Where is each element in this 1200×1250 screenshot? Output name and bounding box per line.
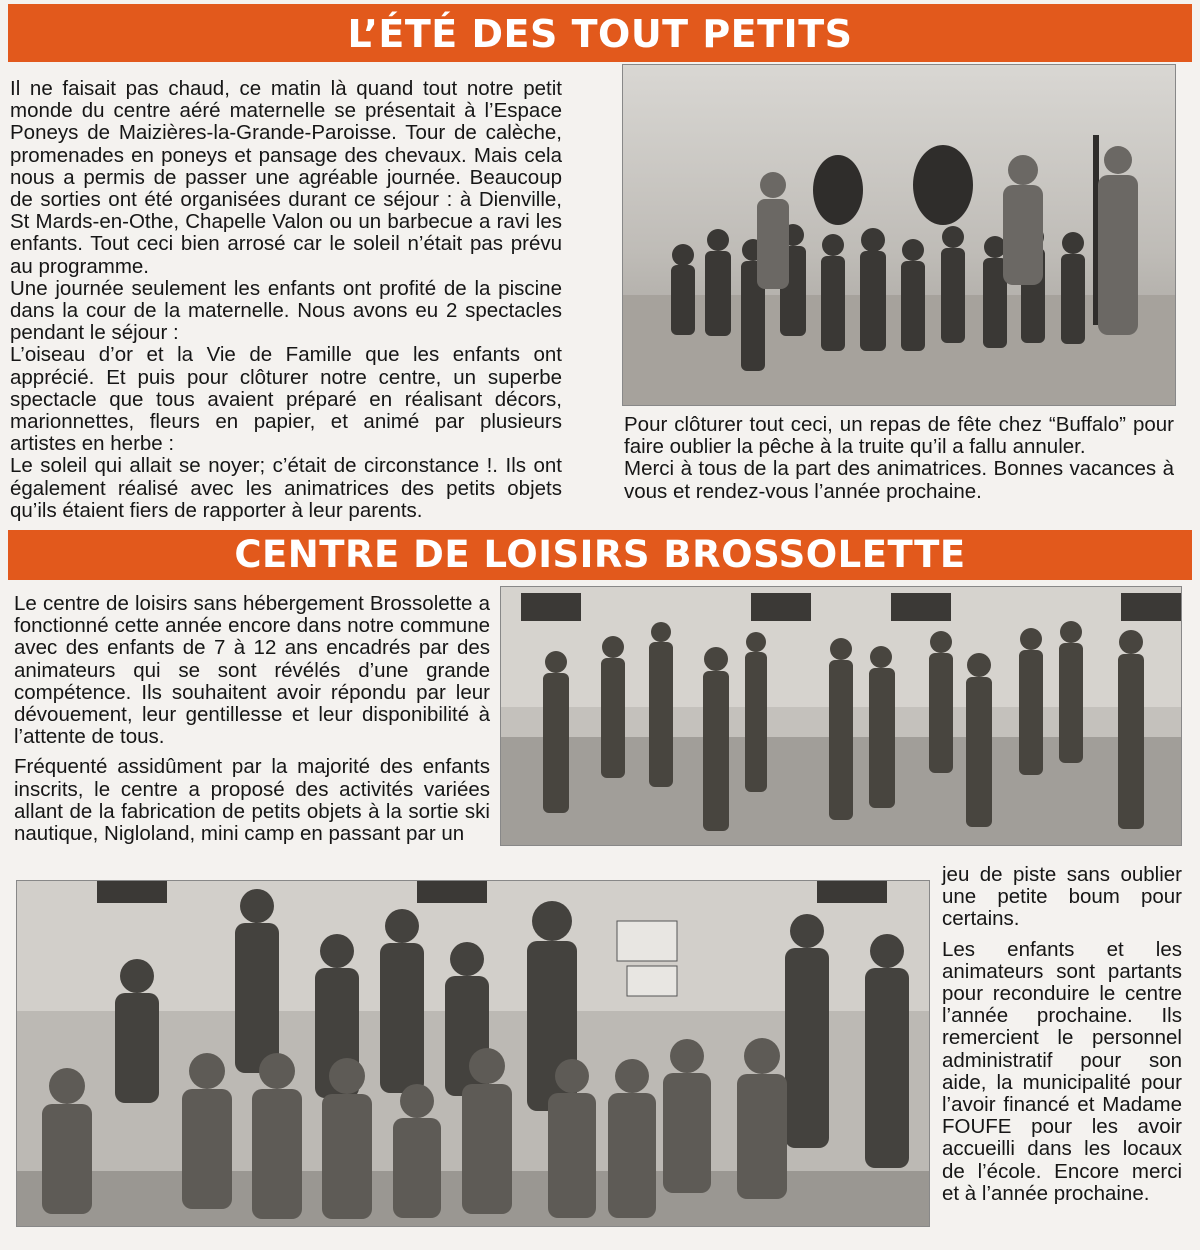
article-body-brossolette-continued <box>942 864 1182 1205</box>
article-body-brossolette <box>14 593 490 845</box>
article-paragraph: Fréquenté assidûment par la majorité des enfants inscrits, le centre a proposé des activités variées allant de la fabrication de petits objets à la sortie ski nautique, Nigloland, mini camp en passant par un <box>14 755 490 846</box>
photo-group-with-flags <box>16 880 930 1227</box>
article-paragraph: jeu de piste sans oublier une petite boum pour certains. <box>942 863 1182 931</box>
caption-paragraph: Pour clôturer tout ceci, un repas de fête chez “Buffalo” pour faire oublier la pêche à la truite qu’il a fallu annuler. <box>624 413 1174 459</box>
section-title-centre-loisirs: CENTRE DE LOISIRS BROSSOLETTE <box>8 530 1192 580</box>
caption-paragraph: Merci à tous de la part des animatrices. Bonnes vacances à vous et rendez-vous l’année prochaine. <box>624 457 1174 503</box>
article-paragraph: Une journée seulement les enfants ont profité de la piscine dans la cour de la maternelle. Nous avons eu 2 spectacles pendant le séjour : <box>10 276 562 345</box>
photo-children-dancing <box>500 586 1182 846</box>
article-paragraph: Le soleil qui allait se noyer; c’était de circonstance !. Ils ont également réalisé avec les animatrices des petits objets qu’ils étaient fiers de rapporter à leur parents. <box>10 454 562 522</box>
article-paragraph: Le centre de loisirs sans hébergement Brossolette a fonctionné cette année encore dans notre commune avec des enfants de 7 à 12 ans encadrés par des animateurs qui se sont révélés d’une grande compétence. Ils souhaitent avoir répondu par leur dévouement, leur gentillesse et leur disponibilité à l’attente de tous. <box>14 592 490 749</box>
photo-children-with-ponies <box>622 64 1176 406</box>
article-paragraph: Il ne faisait pas chaud, ce matin là quand tout notre petit monde du centre aéré maternelle se présentait à l’Espace Poneys de Maizières-la-Grande-Paroisse. Tour de calèche, promenades en poneys et pansage des chevaux. Mais cela nous a permis de passer une agréable journée. Beaucoup de sorties ont été organisées durant ce séjour : à Dienville, St Mards-en-Othe, Chapelle Valon ou un barbecue a ravi les enfants. Tout ceci bien arrosé car le soleil n’était pas prévu au programme. <box>10 77 562 278</box>
photo-caption-ete <box>624 414 1174 503</box>
article-paragraph: L’oiseau d’or et la Vie de Famille que les enfants ont apprécié. Et puis pour clôturer notre centre, un superbe spectacle que tous avaient préparé en réalisant décors, marionnettes, fleurs en papier, et animé par plusieurs artistes en herbe : <box>10 343 562 456</box>
section-title-ete-tout-petits: L’ÉTÉ DES TOUT PETITS <box>8 4 1192 62</box>
article-paragraph: Les enfants et les animateurs sont partants pour reconduire le centre l’année prochaine. Ils remercient le personnel administratif pour son aide, la municipalité pour l’avoir financé et Madame FOUFE pour les avoir accueilli dans les locaux de l’école. Encore merci et à l’année prochaine. <box>942 937 1182 1205</box>
article-body-ete <box>10 78 562 522</box>
